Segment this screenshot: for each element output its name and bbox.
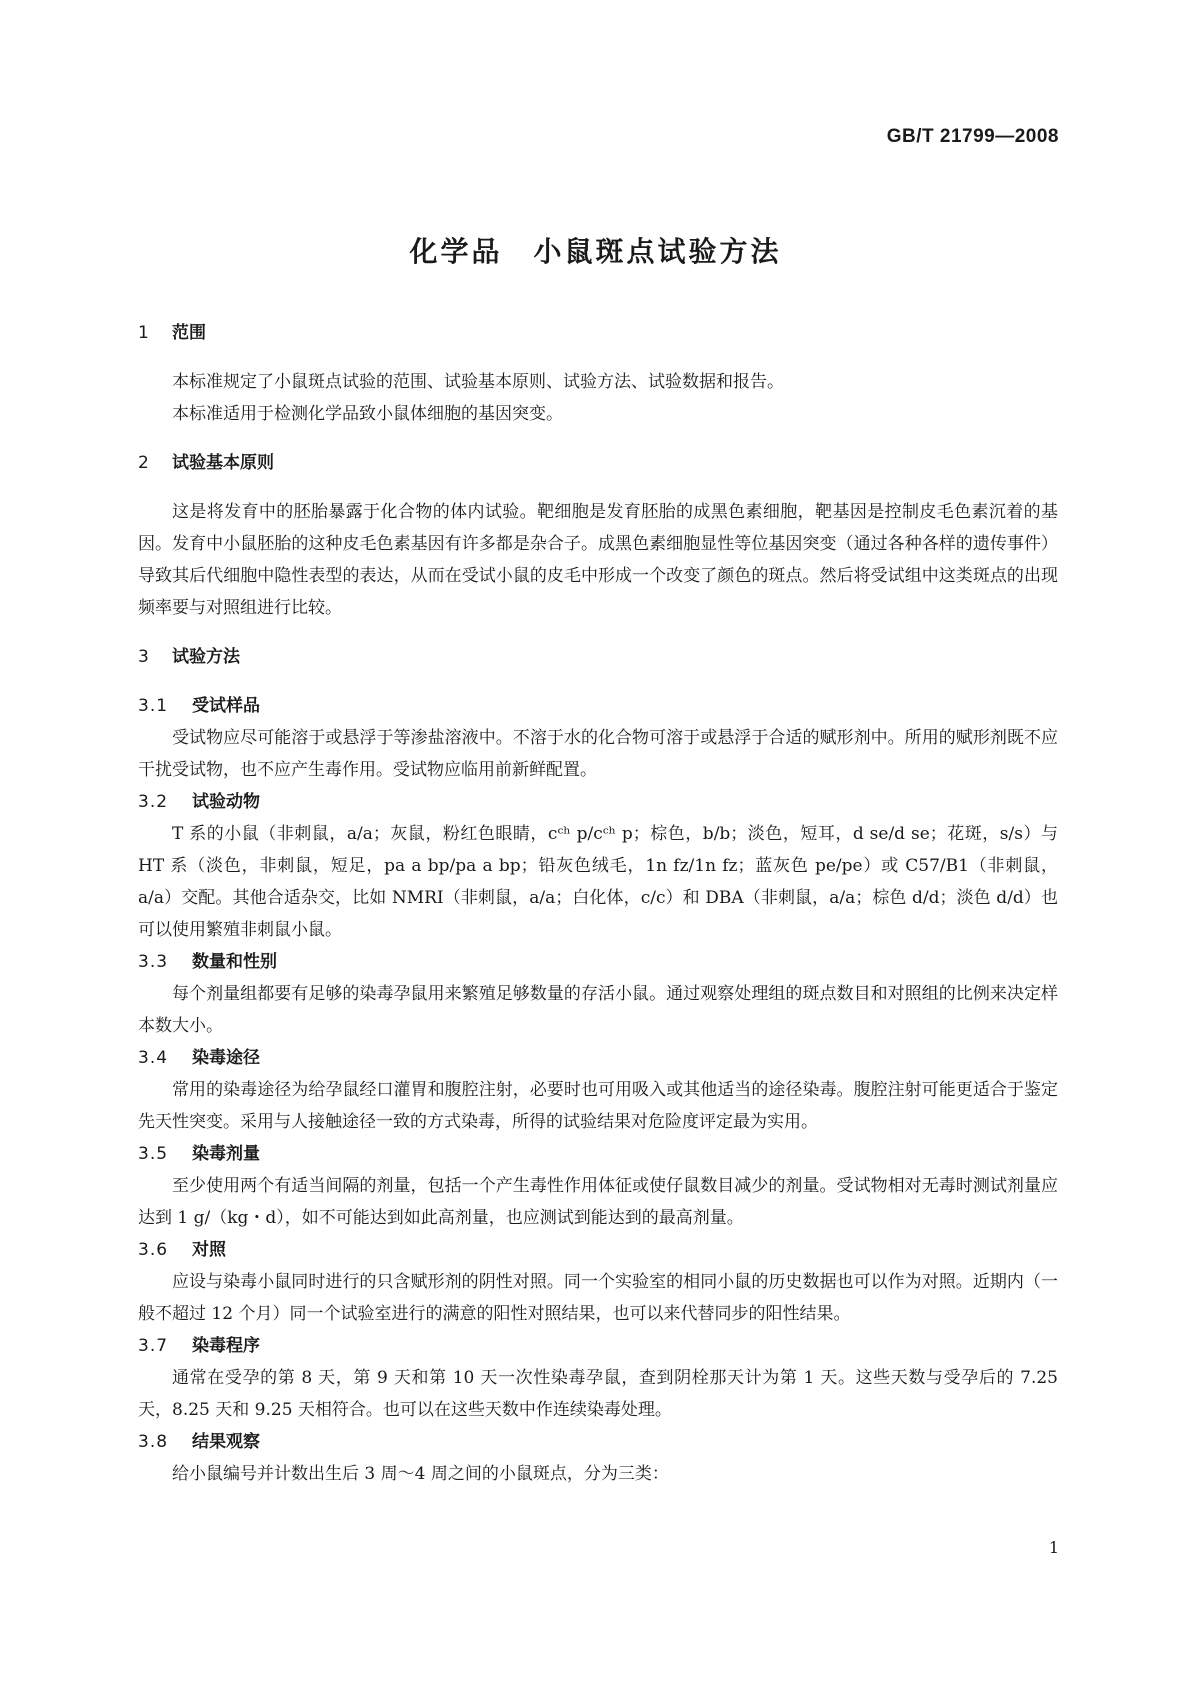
section-heading-2 xyxy=(138,448,1058,478)
subsection-number: 3.8 xyxy=(138,1432,169,1452)
document-title: 化学品 小鼠斑点试验方法 xyxy=(409,235,782,268)
subsection-heading-3-3 xyxy=(138,946,1058,978)
paragraph: 给小鼠编号并计数出生后 3 周～4 周之间的小鼠斑点，分为三类： xyxy=(172,1464,669,1484)
subsection-title: 染毒途径 xyxy=(192,1048,260,1068)
subsection-title: 试验动物 xyxy=(192,792,260,812)
section-heading-3 xyxy=(138,642,1058,672)
subsection-heading-3-7 xyxy=(138,1330,1058,1362)
section-title: 试验方法 xyxy=(172,647,240,667)
paragraph: T 系的小鼠（非刺鼠，a/a；灰鼠，粉红色眼睛，cᶜʰ p/cᶜʰ p；棕色，b/b；淡色，短耳，d se/d se；花斑，s/s）与 HT 系（淡色，非刺鼠，短足，pa a bp/pa a bp；铅灰色绒毛，1n fz/1n fz；蓝灰色 pe/pe）或 C57/B1（非刺鼠，a/a）交配。其他合适杂交，比如 NMRI（非刺鼠，a/a；白化体，c/c）和 DBA（非刺鼠，a/a；棕色 d/d；淡色 d/d）也可以使用繁殖非刺鼠小鼠。 xyxy=(138,824,1058,940)
subsection-number: 3.4 xyxy=(138,1048,169,1068)
subsection-number: 3.7 xyxy=(138,1336,169,1356)
subsection-title: 染毒剂量 xyxy=(192,1144,260,1164)
subsection-heading-3-2 xyxy=(138,786,1058,818)
paragraph: 本标准适用于检测化学品致小鼠体细胞的基因突变。 xyxy=(172,404,563,424)
subsection-heading-3-4 xyxy=(138,1042,1058,1074)
section-heading-1 xyxy=(138,318,1058,348)
subsection-title: 对照 xyxy=(192,1240,226,1260)
subsection-title: 染毒程序 xyxy=(192,1336,260,1356)
section-title: 范围 xyxy=(172,323,206,343)
subsection-number: 3.3 xyxy=(138,952,169,972)
subsection-heading-3-6 xyxy=(138,1234,1058,1266)
subsection-number: 3.5 xyxy=(138,1144,169,1164)
document-body xyxy=(138,318,1058,1490)
section-number: 1 xyxy=(138,323,149,343)
paragraph: 这是将发育中的胚胎暴露于化合物的体内试验。靶细胞是发育胚胎的成黑色素细胞，靶基因是控制皮毛色素沉着的基因。发育中小鼠胚胎的这种皮毛色素基因有许多都是杂合子。成黑色素细胞显性等位基因突变（通过各种各样的遗传事件）导致其后代细胞中隐性表型的表达，从而在受试小鼠的皮毛中形成一个改变了颜色的斑点。然后将受试组中这类斑点的出现频率要与对照组进行比较。 xyxy=(138,502,1058,618)
standard-code: GB/T 21799—2008 xyxy=(886,126,1059,147)
subsection-title: 数量和性别 xyxy=(192,952,277,972)
subsection-heading-3-8 xyxy=(138,1426,1058,1458)
subsection-heading-3-1 xyxy=(138,690,1058,722)
subsection-number: 3.6 xyxy=(138,1240,169,1260)
paragraph: 通常在受孕的第 8 天，第 9 天和第 10 天一次性染毒孕鼠，查到阴栓那天计为第 1 天。这些天数与受孕后的 7.25 天，8.25 天和 9.25 天相符合。也可以在这些天数中作连续染毒处理。 xyxy=(138,1368,1058,1420)
subsection-title: 受试样品 xyxy=(192,696,260,716)
section-title: 试验基本原则 xyxy=(172,453,274,473)
subsection-number: 3.2 xyxy=(138,792,169,812)
subsection-title: 结果观察 xyxy=(192,1432,260,1452)
paragraph: 本标准规定了小鼠斑点试验的范围、试验基本原则、试验方法、试验数据和报告。 xyxy=(172,372,784,392)
paragraph: 至少使用两个有适当间隔的剂量，包括一个产生毒性作用体征或使仔鼠数目减少的剂量。受试物相对无毒时测试剂量应达到 1 g/（kg・d），如不可能达到如此高剂量，也应测试到能达到的最高剂量。 xyxy=(138,1176,1058,1228)
paragraph: 常用的染毒途径为给孕鼠经口灌胃和腹腔注射，必要时也可用吸入或其他适当的途径染毒。腹腔注射可能更适合于鉴定先天性突变。采用与人接触途径一致的方式染毒，所得的试验结果对危险度评定最为实用。 xyxy=(138,1080,1058,1132)
section-number: 2 xyxy=(138,453,149,473)
paragraph: 应设与染毒小鼠同时进行的只含赋形剂的阴性对照。同一个实验室的相同小鼠的历史数据也可以作为对照。近期内（一般不超过 12 个月）同一个试验室进行的满意的阳性对照结果，也可以来代替同步的阳性结果。 xyxy=(138,1272,1058,1324)
subsection-number: 3.1 xyxy=(138,696,169,716)
paragraph: 受试物应尽可能溶于或悬浮于等渗盐溶液中。不溶于水的化合物可溶于或悬浮于合适的赋形剂中。所用的赋形剂既不应干扰受试物，也不应产生毒作用。受试物应临用前新鲜配置。 xyxy=(138,728,1058,780)
page-number: 1 xyxy=(1048,1538,1059,1557)
paragraph: 每个剂量组都要有足够的染毒孕鼠用来繁殖足够数量的存活小鼠。通过观察处理组的斑点数目和对照组的比例来决定样本数大小。 xyxy=(138,984,1058,1036)
section-number: 3 xyxy=(138,647,149,667)
subsection-heading-3-5 xyxy=(138,1138,1058,1170)
